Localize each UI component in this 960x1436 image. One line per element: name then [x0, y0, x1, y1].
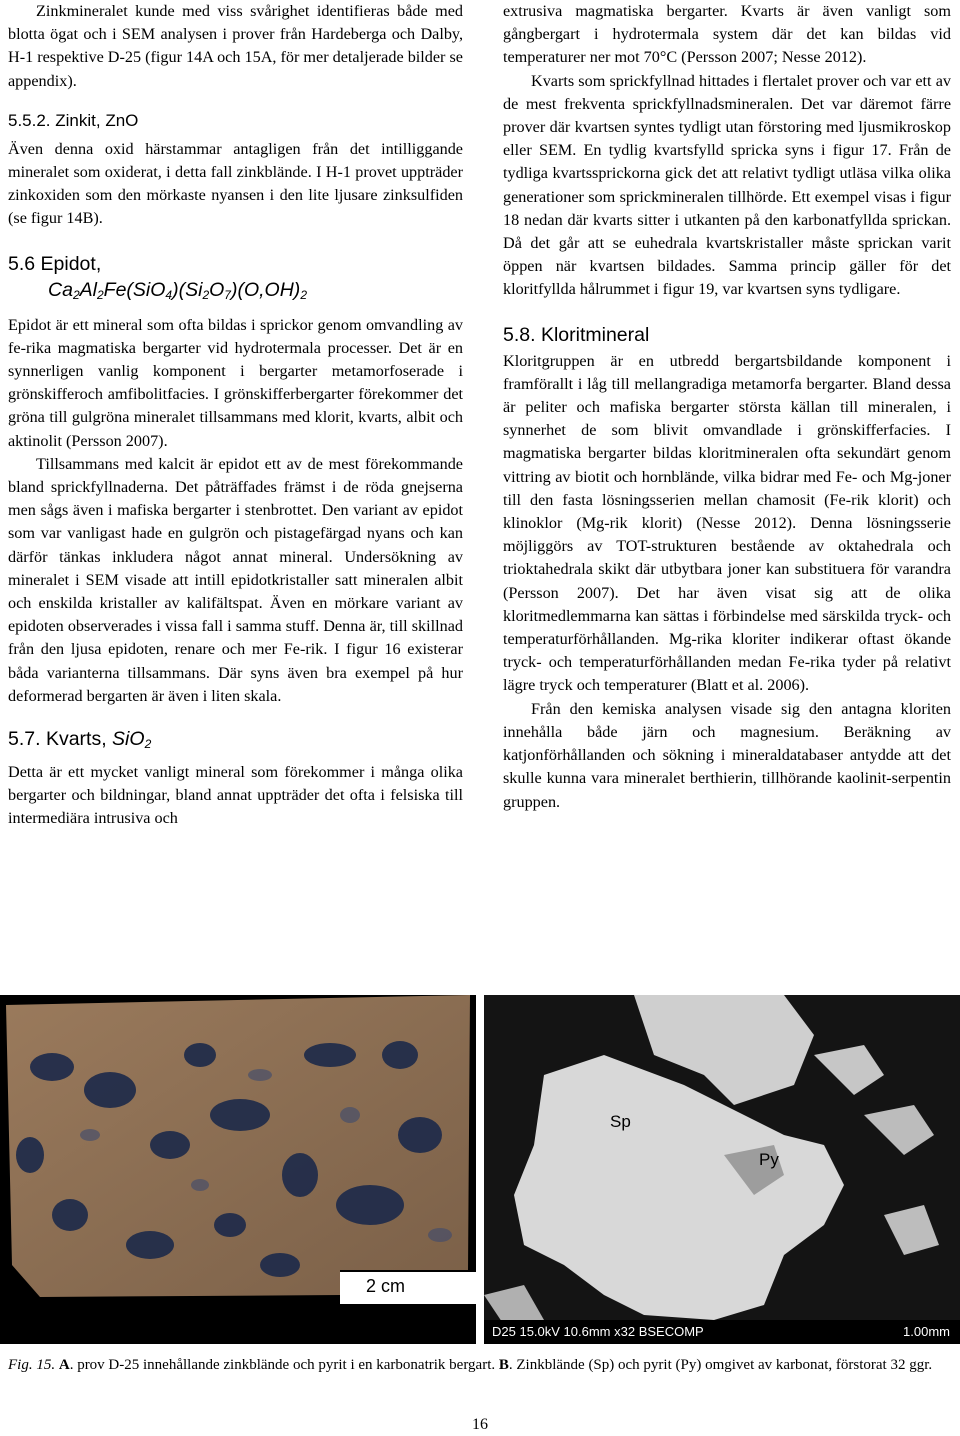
label-py: Py: [759, 1150, 779, 1169]
paragraph-epidot-1: Epidot är ett mineral som ofta bildas i sprickor genom omvandling av fe-rika magmatiska bergarter vid hydrotermala processer. Det är en synnerligen vanlig komponent i bergarter metamorfoserade i grönskifferoch amfibolitfacies. I grönskifferbergarter förekommer det gröna till gulgröna mineralet tillsammans med klorit, kvarts, albit och aktinolit (Persson 2007).: [8, 315, 463, 450]
caption-label-a: A: [58, 1357, 70, 1373]
caption-text-b: . Zinkblände (Sp) och pyrit (Py) omgivet av karbonat, förstorat 32 ggr.: [508, 1357, 933, 1373]
caption-label-b: B: [498, 1357, 509, 1373]
caption-prefix: Fig. 15.: [8, 1357, 59, 1373]
page-number: 16: [472, 1416, 488, 1433]
scale-bar-label: 2 cm: [366, 1276, 406, 1296]
heading-zinkit: 5.5.2. Zinkit, ZnO: [8, 110, 139, 130]
left-column: [8, 0, 463, 831]
heading-kvarts: 5.7. Kvarts, SiO$_2$: [8, 728, 152, 752]
paragraph-kvarts-2: Kvarts som sprickfyllnad hittades i flertalet prover och var ett av de mest frekventa sprickfyllnadsmineralen. Det var däremot färre prover där kvartsen syntes tydligt utan förstoring med ljusmikroskop eller SEM. En tydlig kvartsfylld spricka syns i figur 17. Från de tydliga kvartssprickorna gick det att relativt tydligt utläsa vilka olika generationer som sprickmineralen tillhörde. Ett exempel visas i figur 18 nedan där kvarts sitter i utkanten på den karbonatfyllda sprickan. Då det går att se euhedrala kvartskristaller måste sprickan varit öppen när kvartsen bildades. Samma princip gäller för det kloritfyllda hålrummet i figur 19, var kvartsen syns tydligare.: [503, 71, 951, 299]
sem-info-text: D25 15.0kV 10.6mm x32 BSECOMP: [492, 1324, 704, 1339]
paragraph-klorit-1: Kloritgruppen är en utbredd bergartsbildande komponent i framförallt i låg till mellangradiga metamorfa bergarter. Bland dessa är peliter och mafiska bergarter största källan till mineralen, i synnerhet de som blivit omvandlade i grönskifferfacies. I magmatiska bergarter bildas kloritmineralen ofta sekundärt genom vittring av biotit och hornblände, vilka bidrar med Fe- och Mg-joner till den fasta lösningsserien mellan chamosit (Fe-rik klorit) och klinoklor (Mg-rik klorit) (Nesse 2012). Denna lösningsserie möjliggörs av TOT-strukturen bestående av oktahedrala och trioktahedrala skikt där utbytbara joner kan substituera för varandra (Persson 2007). Det har även visat sig att de olika kloritmedlemmarna kan sättas i förbindelse med särskilda tryck- och temperaturförhållanden. Mg-rika kloriter indikerar oftast ökande tryck- och temperaturförhållanden medan Fe-rika tyder på relativt lägre tryck och temperaturer (Blatt et al. 2006).: [503, 351, 951, 695]
paragraph-klorit-2: Från den kemiska analysen visade sig den antagna kloriten innehålla både järn och magnesium. Beräkning av katjonförhållanden och sökning i mineraldatabaser antydde att det skulle kunna vara mineralet berthierin, tillhörande kaolinit-serpentin gruppen.: [503, 699, 951, 811]
caption-text-a: . prov D-25 innehållande zinkblände och pyrit i en karbonatrik bergart.: [69, 1357, 499, 1373]
sem-scale-text: 1.00mm: [903, 1324, 950, 1339]
sem-info-strip: [484, 1320, 960, 1344]
paragraph-zinkit: Även denna oxid härstammar antagligen från det intilliggande mineralet som oxiderat, i detta fall zinkblände. I H-1 provet uppträder zinkoxiden som den mörkaste nyansen i den lite ljusare zinksulfiden (se figur 14B).: [8, 139, 463, 228]
paragraph-kvarts-continued: extrusiva magmatiska bergarter. Kvarts är även vanligt som gångbergart i hydrotermala system där det kan bildas vid temperaturer ner mot 70°C (Persson 2007; Nesse 2012).: [503, 2, 951, 67]
label-sp: Sp: [610, 1112, 631, 1131]
heading-epidot: 5.6 Epidot,: [8, 252, 102, 275]
epidot-formula: $Ca_2Al_2Fe(SiO_4)(Si_2O_7)(O,OH)_2$: [48, 278, 307, 302]
paragraph-intro: Zinkmineralet kunde med viss svårighet identifieras både med blotta ögat och i SEM analysen i prover från Hardeberga och Dalby, H-1 respektive D-25 (figur 14A och 15A, för mer detaljerade bilder se appendix).: [8, 2, 463, 90]
paragraph-epidot-2: Tillsammans med kalcit är epidot ett av de mest förekommande bland sprickfyllnaderna. Det påträffades främst i de röda gnejserna men sågs även i mafiska bergarter i stenbrottet. Den variant av epidot som var vanligast hade en gulgrön och pistagefärgad nyans och kan därför tänkas inkludera något annat mineral. Undersökning av mineralet i SEM visade att intill epidotkristaller satt mineralen albit och enskilda kristaller av kalifältspat. Även en mörkare variant av epidoten observerades i vissa fall i samma stuff. Denna är, till skillnad från den ljusa epidoten, renare och mer Fe-rik. I figur 16 existerar båda varianterna tillsammans. Där syns även bra exempel på hur deformerad bergarten är även i liten skala.: [8, 454, 463, 705]
heading-klorit: 5.8. Kloritmineral: [503, 323, 650, 346]
figure-15b-sem-image: [484, 995, 960, 1344]
sem-backscatter-image: [484, 995, 960, 1344]
paragraph-kvarts: Detta är ett mycket vanligt mineral som förekommer i många olika bergarter och bildningar, bland annat uppträder det ofta i felsiska till intermediära intrusiva och: [8, 763, 463, 828]
figure-caption: [8, 1354, 952, 1376]
right-column: [503, 0, 951, 814]
scale-bar: [340, 1272, 476, 1304]
